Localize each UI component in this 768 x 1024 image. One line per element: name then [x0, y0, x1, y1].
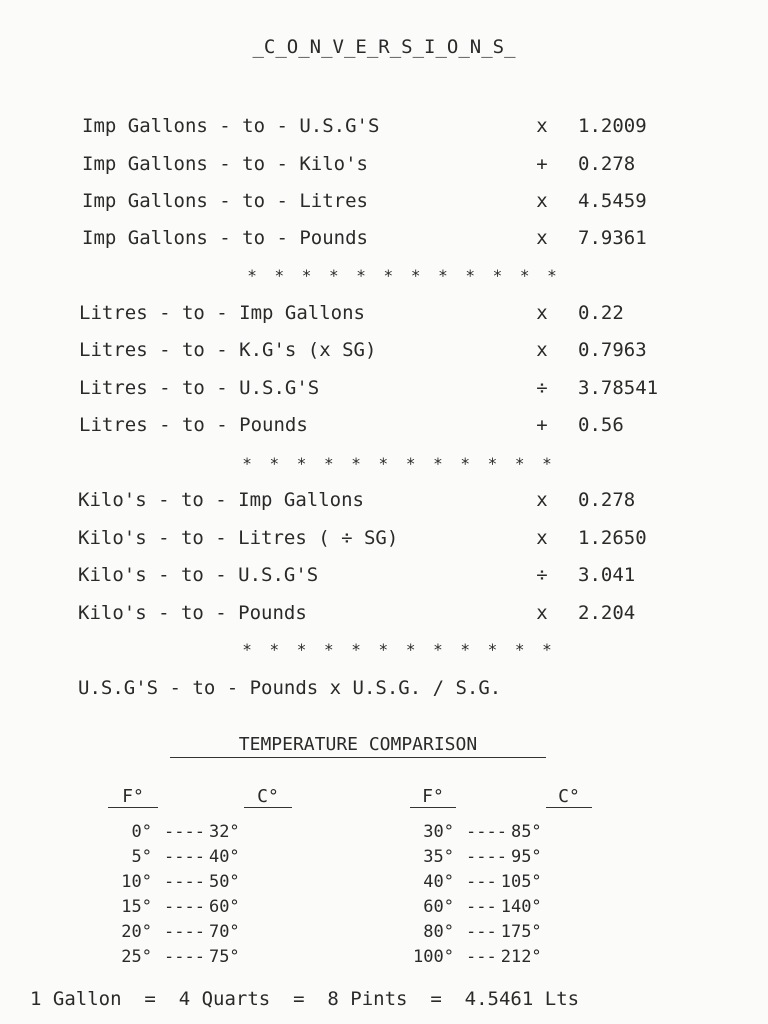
- celsius-value: 75°: [208, 947, 240, 967]
- temperature-row: [110, 847, 240, 872]
- conversion-row: [0, 302, 768, 332]
- conversion-row: [0, 527, 768, 557]
- fahrenheit-value: 80°: [423, 922, 454, 942]
- conversion-row: [0, 153, 768, 183]
- conversion-factor: 1.2650: [578, 527, 647, 549]
- dash-leader: ----: [164, 947, 205, 967]
- conversion-label: Imp Gallons - to - Kilo's: [82, 153, 368, 175]
- celsius-value: 60°: [208, 897, 240, 917]
- conversion-operator: x: [536, 190, 548, 212]
- temperature-row: [412, 822, 542, 847]
- conversion-row: [0, 377, 768, 407]
- conversion-row: [0, 190, 768, 220]
- conversion-label: Kilo's - to - Litres ( ÷ SG): [78, 527, 399, 549]
- conversion-operator: +: [536, 414, 548, 436]
- celsius-header: C°: [244, 786, 292, 808]
- dash-leader: ----: [164, 822, 205, 842]
- conversion-factor: 0.278: [578, 489, 636, 511]
- dash-leader: ----: [164, 847, 205, 867]
- conversion-row: [0, 414, 768, 444]
- conversion-operator: +: [536, 153, 548, 175]
- conversion-operator: x: [536, 302, 548, 324]
- dash-leader: ----: [466, 822, 507, 842]
- conversion-label: Imp Gallons - to - U.S.G'S: [82, 115, 380, 137]
- dash-leader: ---: [466, 897, 497, 917]
- temperature-row: [412, 922, 542, 947]
- fahrenheit-value: 100°: [413, 947, 454, 967]
- temperature-row: [398, 947, 542, 972]
- asterisk-separator: * * * * * * * * * * * *: [242, 454, 556, 473]
- formula-line: U.S.G'S - to - Pounds x U.S.G. / S.G.: [78, 677, 502, 699]
- fahrenheit-value: 30°: [423, 822, 454, 842]
- fahrenheit-value: 25°: [121, 947, 152, 967]
- conversion-label: Kilo's - to - U.S.G'S: [78, 564, 319, 586]
- conversion-operator: x: [536, 489, 548, 511]
- conversion-label: Imp Gallons - to - Pounds: [82, 227, 368, 249]
- dash-leader: ----: [164, 872, 205, 892]
- dash-leader: ----: [466, 847, 507, 867]
- conversion-operator: x: [536, 602, 548, 624]
- conversion-factor: 0.278: [578, 153, 636, 175]
- conversion-row: [0, 489, 768, 519]
- celsius-value: 95°: [510, 847, 542, 867]
- conversion-operator: x: [536, 227, 548, 249]
- conversion-factor: 0.7963: [578, 339, 647, 361]
- conversion-factor: 3.041: [578, 564, 636, 586]
- conversion-factor: 1.2009: [578, 115, 647, 137]
- fahrenheit-header: F°: [108, 786, 158, 808]
- conversion-label: Litres - to - Pounds: [79, 414, 308, 436]
- conversion-operator: ÷: [536, 564, 548, 586]
- celsius-value: 32°: [208, 822, 240, 842]
- dash-leader: ---: [466, 947, 497, 967]
- dash-leader: ----: [164, 897, 205, 917]
- celsius-value: 40°: [208, 847, 240, 867]
- fahrenheit-value: 60°: [423, 897, 454, 917]
- asterisk-separator: * * * * * * * * * * * *: [242, 640, 556, 659]
- conversion-operator: ÷: [536, 377, 548, 399]
- gallon-equivalence: 1 Gallon = 4 Quarts = 8 Pints = 4.5461 Lts: [30, 988, 580, 1010]
- conversion-label: Litres - to - U.S.G'S: [79, 377, 320, 399]
- conversion-factor: 2.204: [578, 602, 636, 624]
- fahrenheit-value: 35°: [423, 847, 454, 867]
- conversion-factor: 3.78541: [578, 377, 659, 399]
- temperature-row: [412, 872, 542, 897]
- conversion-row: [0, 602, 768, 632]
- temperature-row: [110, 872, 240, 897]
- fahrenheit-header: F°: [410, 786, 456, 808]
- temperature-row: [110, 947, 240, 972]
- celsius-value: 175°: [500, 922, 542, 942]
- celsius-value: 70°: [208, 922, 240, 942]
- conversion-row: [0, 339, 768, 369]
- dash-leader: ---: [466, 872, 497, 892]
- conversion-factor: 0.22: [578, 302, 624, 324]
- conversion-factor: 0.56: [578, 414, 624, 436]
- conversion-row: [0, 564, 768, 594]
- celsius-value: 85°: [510, 822, 542, 842]
- fahrenheit-value: 10°: [121, 872, 152, 892]
- conversion-label: Imp Gallons - to - Litres: [82, 190, 368, 212]
- celsius-value: 140°: [500, 897, 542, 917]
- conversion-label: Kilo's - to - Pounds: [78, 602, 307, 624]
- conversion-operator: x: [536, 115, 548, 137]
- conversion-factor: 7.9361: [578, 227, 647, 249]
- dash-leader: ---: [466, 922, 497, 942]
- temperature-row: [110, 922, 240, 947]
- conversion-label: Litres - to - K.G's (x SG): [79, 339, 377, 361]
- conversion-operator: x: [536, 527, 548, 549]
- conversion-row: [0, 115, 768, 145]
- celsius-value: 50°: [208, 872, 240, 892]
- temperature-row: [110, 822, 240, 847]
- fahrenheit-value: 15°: [121, 897, 152, 917]
- asterisk-separator: * * * * * * * * * * * *: [247, 266, 561, 285]
- temperature-title: TEMPERATURE COMPARISON: [170, 734, 546, 758]
- fahrenheit-value: 0°: [131, 822, 152, 842]
- temperature-row: [110, 897, 240, 922]
- dash-leader: ----: [164, 922, 205, 942]
- celsius-value: 105°: [500, 872, 542, 892]
- fahrenheit-value: 20°: [121, 922, 152, 942]
- conversion-row: [0, 227, 768, 257]
- fahrenheit-value: 5°: [131, 847, 152, 867]
- temperature-row: [412, 847, 542, 872]
- celsius-value: 212°: [500, 947, 542, 967]
- temperature-row: [412, 897, 542, 922]
- fahrenheit-value: 40°: [423, 872, 454, 892]
- conversion-label: Kilo's - to - Imp Gallons: [78, 489, 364, 511]
- conversion-operator: x: [536, 339, 548, 361]
- celsius-header: C°: [546, 786, 592, 808]
- page-title: _C_O_N_V_E_R_S_I_O_N_S_: [252, 36, 516, 58]
- conversion-factor: 4.5459: [578, 190, 647, 212]
- conversion-label: Litres - to - Imp Gallons: [79, 302, 365, 324]
